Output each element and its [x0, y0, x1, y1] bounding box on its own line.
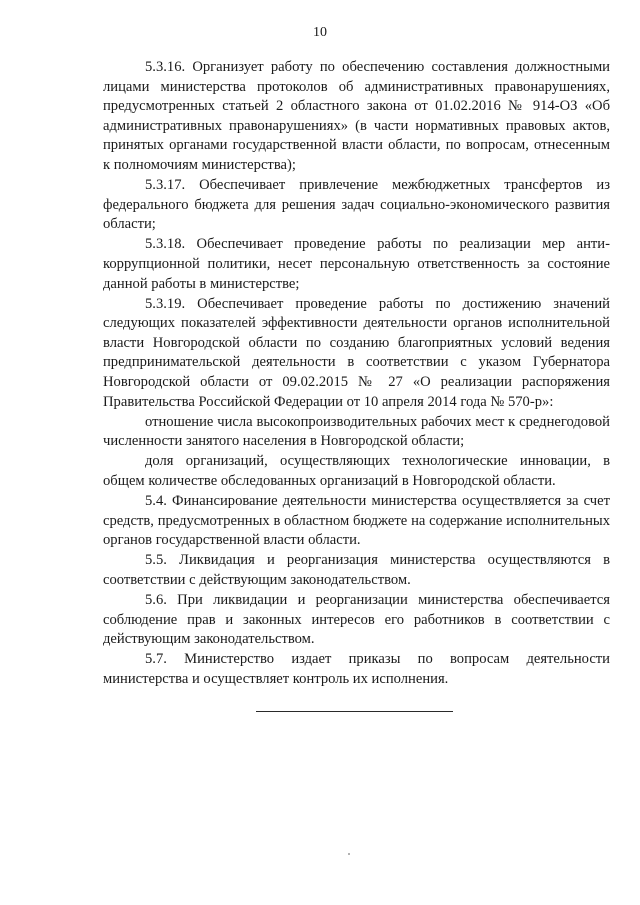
clause-5-3-17: 5.3.17. Обеспечивает привлечение межбюджетных трансфертов из федерального бюджета для решения задач социально-экономического развития области; — [103, 177, 610, 233]
page-number: 10 — [313, 25, 327, 40]
document-body — [103, 58, 610, 690]
indicator-item-1: отношение числа высокопроизводительных рабочих мест к среднегодовой численности занятого населения в Новгородской области; — [103, 413, 610, 450]
indicator-item-2: доля организаций, осуществляющих технологические инновации, в общем количестве обследованных организаций в Новгородской области. — [103, 453, 610, 489]
clause-5-4: 5.4. Финансирование деятельности министерства осуществляется за счет средств, предусмотренных в областном бюджете на содержание исполнительных органов государственной власти области. — [103, 493, 610, 549]
clause-5-5: 5.5. Ликвидация и реорганизация министерства осуществляются в соответствии с действующим законодательством. — [103, 552, 610, 588]
clause-5-3-18: 5.3.18. Обеспечивает проведение работы по реализации мер антикоррупционной политики, несет персональную ответственность за состояние данной работы в министерстве; — [103, 236, 610, 292]
clause-5-3-19: 5.3.19. Обеспечивает проведение работы по достижению значений следующих показателей эффективности деятельности органов исполнительной власти Новгородской области по созданию благоприятных условий ведения предпринимательской деятельности в соответствии с указом Губернатора Новгородской области от 09.02.2015 № 27 «О реализации распоряжения Правительства Российской Федерации от 10 апреля 2014 года № 570-р»: — [103, 295, 610, 410]
clause-5-6: 5.6. При ликвидации и реорганизации министерства обеспечивается соблюдение прав и законных интересов его работников в соответствии с действующим законодательством. — [103, 592, 610, 648]
end-divider-line — [256, 711, 453, 712]
scan-speck — [348, 853, 350, 855]
clause-5-7: 5.7. Министерство издает приказы по вопросам деятельности министерства и осуществляет контроль их исполнения. — [103, 651, 610, 687]
clause-5-3-16: 5.3.16. Организует работу по обеспечению составления должностными лицами министерства протоколов об административных правонарушениях, предусмотренных статьей 2 областного закона от 01.02.2016 № 914-ОЗ «Об административных правонарушениях» (в части нормативных правовых актов, принятых органами государственной власти области, по вопросам, отнесенным к полномочиям министерства); — [103, 59, 610, 173]
